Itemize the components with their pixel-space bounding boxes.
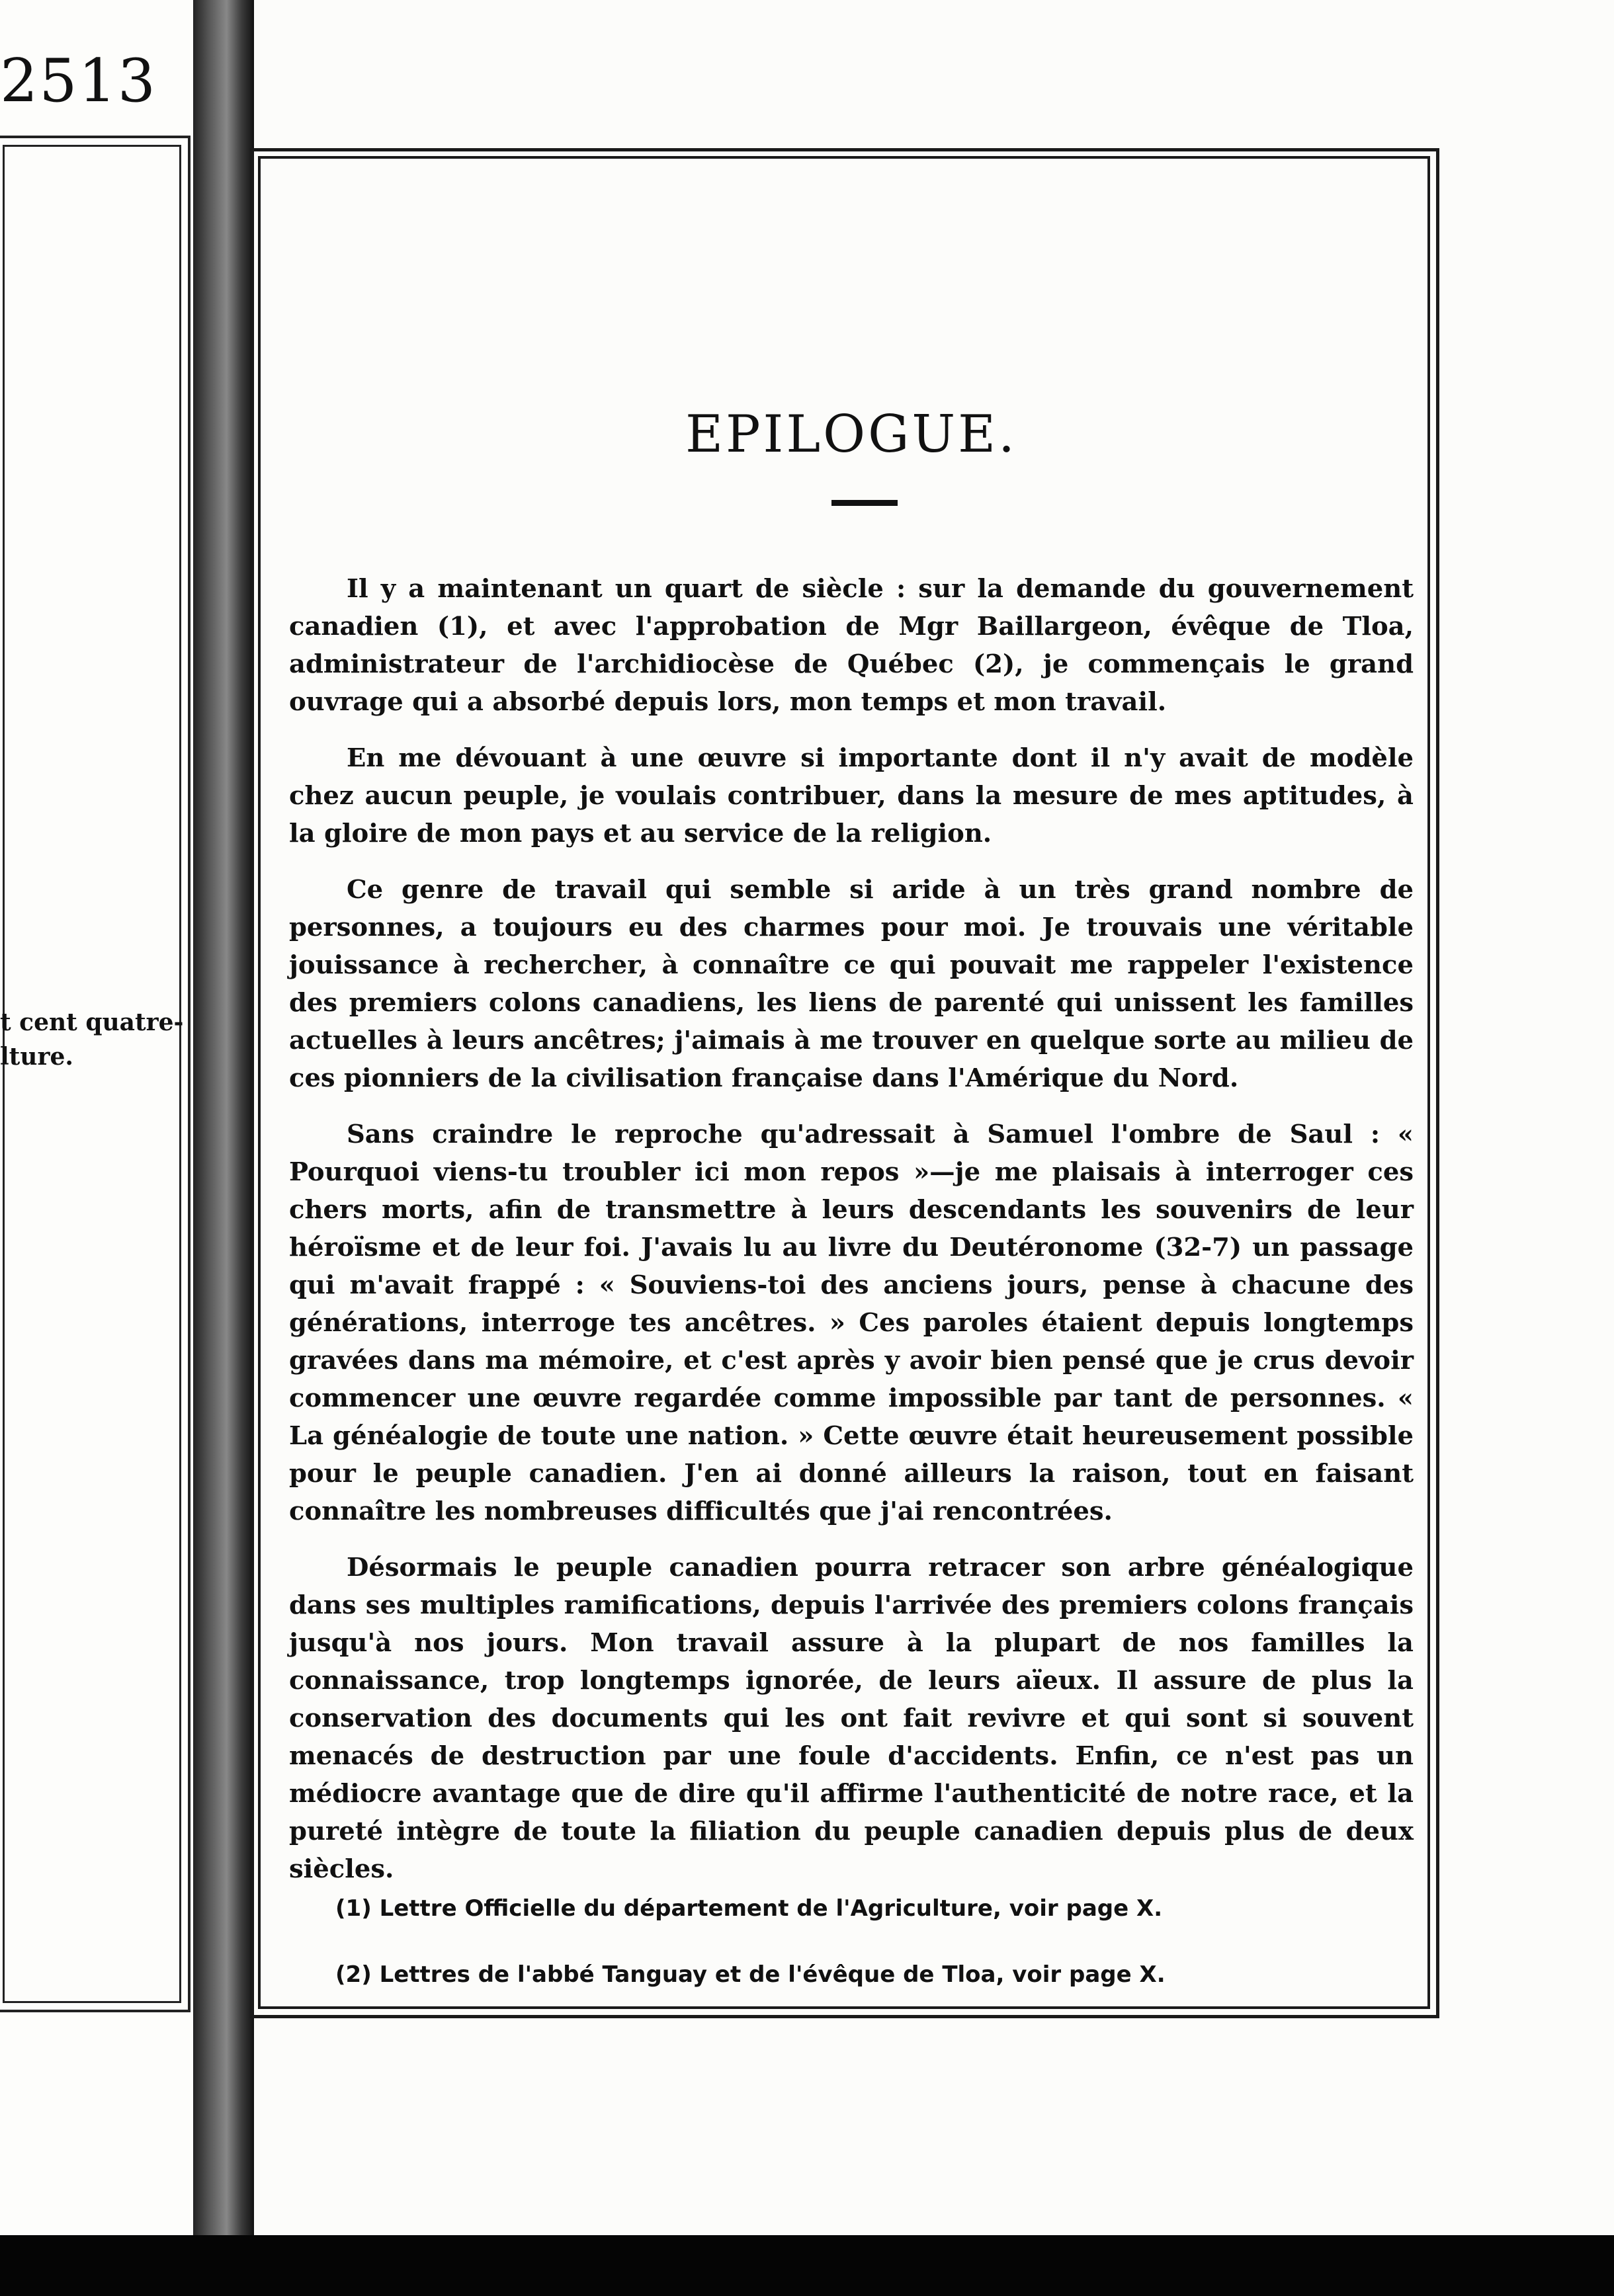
paragraph: Il y a maintenant un quart de siècle : sur la demande du gouvernement canadien (1), et avec l'approbation de Mgr Baillargeon, évêque de Tloa, administrateur de l'archidiocèse de Québec (2), je commençais le grand ouvrage qui a absorbé depuis lors, mon temps et mon travail.: [289, 574, 1414, 717]
body-text: [289, 570, 1414, 1906]
paragraph: En me dévouant à une œuvre si importante dont il n'y avait de modèle chez aucun peuple, je voulais contribuer, dans la mesure de mes aptitudes, à la gloire de mon pays et au service de la religion.: [289, 743, 1414, 848]
title-rule: [831, 500, 898, 506]
paragraph: Ce genre de travail qui semble si aride à un très grand nombre de personnes, a toujours eu des charmes pour moi. Je trouvais une véritable jouissance à rechercher, à connaître ce qui pouvait me rappeler l'existence des premiers colons canadiens, les liens de parenté qui unissent les familles actuelles à leurs ancêtres; j'aimais à me trouver en quelque sorte au milieu de ces pionniers de la civilisation française dans l'Amérique du Nord.: [289, 875, 1414, 1093]
scan-border-bottom: [0, 2235, 1614, 2296]
footnote: (2) Lettres de l'abbé Tanguay et de l'évêque de Tloa, voir page X.: [335, 1961, 1166, 1988]
fragment-line: lture.: [0, 1043, 73, 1071]
book-spine: [193, 0, 254, 2235]
page-number: 2513: [0, 46, 157, 116]
epilogue-content: [289, 159, 1414, 1988]
page-title: EPILOGUE.: [685, 405, 1017, 465]
paragraph: Sans craindre le reproche qu'adressait à Samuel l'ombre de Saul : « Pourquoi viens-tu troubler ici mon repos »—je me plaisais à interroger ces chers morts, afin de transmettre à leurs descendants les souvenirs de leur héroïsme et de leur foi. J'avais lu au livre du Deutéronome (32-7) un passage qui m'avait frappé : « Souviens-toi des anciens jours, pense à chacune des générations, interroge tes ancêtres. » Ces paroles étaient depuis longtemps gravées dans ma mémoire, et c'est après y avoir bien pensé que je crus devoir commencer une œuvre regardée comme impossible par tant de personnes. « La généalogie de toute une nation. » Cette œuvre était heureusement possible pour le peuple canadien. J'en ai donné ailleurs la raison, tout en faisant connaître les nombreuses difficultés que j'ai rencontrées.: [289, 1120, 1414, 1526]
left-page: [0, 0, 193, 2235]
paragraph: Désormais le peuple canadien pourra retracer son arbre généalogique dans ses multiples ramifications, depuis l'arrivée des premiers colons français jusqu'à nos jours. Mon travail assure à la plupart de nos familles la connaissance, trop longtemps ignorée, de leurs aïeux. Il assure de plus la conservation des documents qui les ont fait revivre et qui sont si souvent menacés de destruction par une foule d'accidents. Enfin, ce n'est pas un médiocre avantage que de dire qu'il affirme l'authenticité de notre race, et la pureté intègre de toute la filiation du peuple canadien depuis plus de deux siècles.: [289, 1553, 1414, 1884]
footnote: (1) Lettre Officielle du département de l'Agriculture, voir page X.: [335, 1895, 1163, 1922]
left-page-fragment: [0, 1005, 183, 1074]
footnotes: [335, 1875, 1328, 2008]
fragment-line: t cent quatre-: [0, 1008, 184, 1036]
